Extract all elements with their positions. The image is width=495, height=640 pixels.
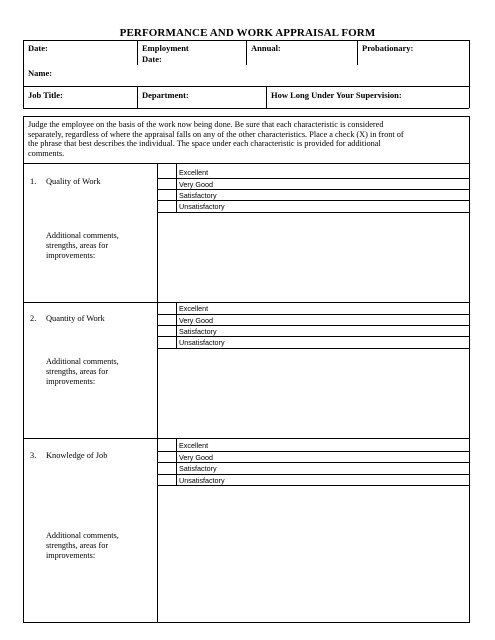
instructions-line: separately, regardless of where the appraisal falls on any of the other characteristics. Place a check (X) in front of — [28, 129, 404, 139]
rating-very-good: Very Good — [179, 453, 213, 462]
instructions-line: comments. — [28, 148, 65, 158]
employment-date-label-line1: Employment — [142, 43, 189, 53]
instructions-line: the phrase that best describes the individual. The space under each characteristic is provided for additional — [28, 139, 381, 149]
criterion-number: 2. — [30, 314, 37, 323]
comments-label: Additional comments, strengths, areas for improvements: — [46, 357, 119, 386]
rating-satisfactory: Satisfactory — [179, 191, 217, 200]
rating-unsatisfactory: Unsatisfactory — [179, 338, 225, 347]
department-label: Department: — [142, 90, 189, 100]
rating-excellent: Excellent — [179, 168, 209, 177]
rating-very-good: Very Good — [179, 316, 213, 325]
employment-date-label-line2: Date: — [142, 54, 162, 64]
form-title: PERFORMANCE AND WORK APPRAISAL FORM — [119, 27, 376, 39]
rating-unsatisfactory: Unsatisfactory — [179, 476, 225, 485]
comments-label: Additional comments, strengths, areas for improvements: — [46, 531, 119, 560]
rating-excellent: Excellent — [179, 441, 209, 450]
supervision-label: How Long Under Your Supervision: — [271, 90, 402, 100]
probationary-label: Probationary: — [362, 43, 414, 53]
rating-very-good: Very Good — [179, 180, 213, 189]
criterion-number: 1. — [30, 177, 37, 186]
criterion-number: 3. — [30, 451, 37, 460]
rating-satisfactory: Satisfactory — [179, 327, 217, 336]
rating-unsatisfactory: Unsatisfactory — [179, 202, 225, 211]
date-label: Date: — [28, 43, 48, 53]
name-label: Name: — [28, 68, 53, 78]
annual-label: Annual: — [251, 43, 281, 53]
rating-satisfactory: Satisfactory — [179, 464, 217, 473]
job-title-label: Job Title: — [28, 90, 63, 100]
criterion-name: Quantity of Work — [46, 314, 105, 323]
criterion-name: Knowledge of Job — [46, 451, 108, 460]
instructions-line: Judge the employee on the basis of the work now being done. Be sure that each characteristic is considered — [28, 120, 384, 129]
instructions-text — [28, 120, 468, 158]
rating-excellent: Excellent — [179, 304, 209, 313]
comments-label: Additional comments, strengths, areas for improvements: — [46, 231, 119, 260]
criterion-name: Quality of Work — [46, 177, 101, 186]
